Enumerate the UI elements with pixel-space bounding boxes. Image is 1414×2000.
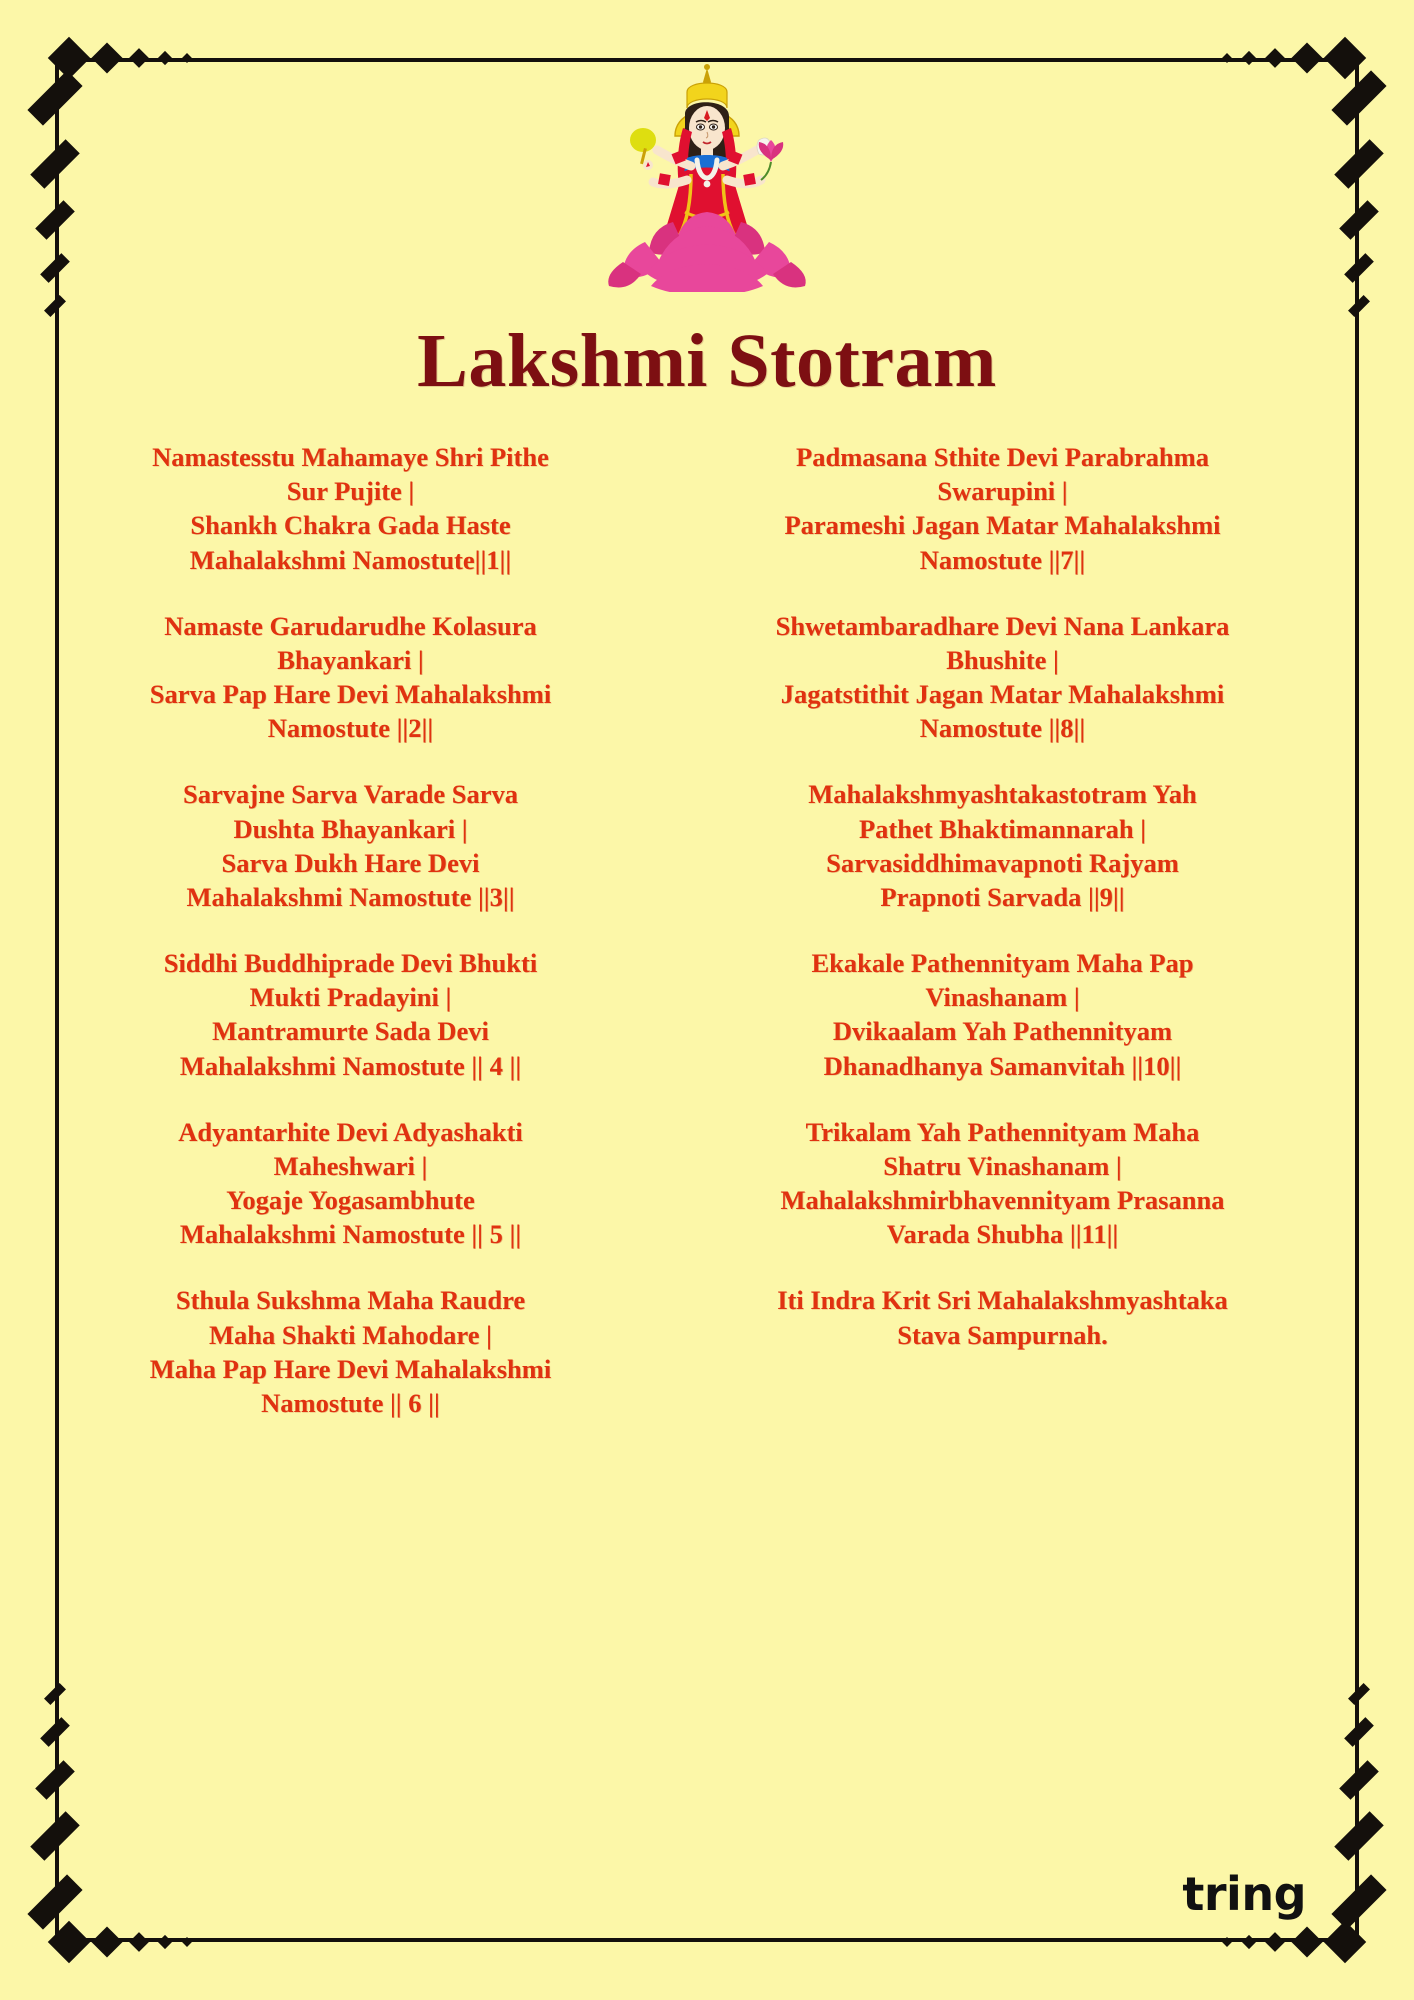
diamond-ornament	[1331, 1874, 1386, 1929]
diamond-ornament	[1344, 1717, 1374, 1747]
diamond-ornament	[27, 1874, 82, 1929]
verse-line: Namastesstu Mahamaye Shri Pithe	[152, 442, 549, 472]
diamond-ornament	[1242, 51, 1256, 65]
verse-block	[78, 1115, 623, 1252]
diamond-ornament	[1242, 1935, 1256, 1949]
verse-line: Adyantarhite Devi Adyashakti	[178, 1116, 523, 1147]
verse-block	[669, 440, 1336, 577]
diamond-ornament	[1291, 1926, 1322, 1957]
verse-line: Parameshi Jagan Matar Mahalakshmi	[784, 510, 1221, 541]
diamond-ornament	[1324, 37, 1366, 79]
verse-line: Sarvajne Sarva Varade Sarva	[183, 779, 518, 810]
verse-line: Ekakale Pathennityam Maha Pap	[811, 948, 1194, 979]
diamond-ornament	[27, 70, 82, 125]
verse-columns	[78, 440, 1336, 1420]
verse-line: Trikalam Yah Pathennityam Maha	[805, 1116, 1200, 1147]
border-line-bottom	[55, 1938, 1359, 1942]
tring-logo: tring	[1182, 1867, 1306, 1921]
verse-column-left	[78, 440, 623, 1420]
verse-line: Yogaje Yogasambhute	[226, 1185, 475, 1216]
diamond-ornament	[158, 51, 172, 65]
verse-block	[78, 777, 623, 914]
verse-line: Jagatstithit Jagan Matar Mahalakshmi	[780, 679, 1225, 710]
verse-line: Mukti Pradayini |	[249, 982, 452, 1013]
verse-block	[78, 1283, 623, 1420]
diamond-ornament	[1324, 1921, 1366, 1963]
goddess-lakshmi-illustration	[587, 62, 827, 292]
diamond-ornament	[48, 1921, 90, 1963]
diamond-ornament	[30, 1811, 79, 1860]
diamond-ornament	[91, 42, 122, 73]
verse-line: Mahalakshmyashtakastotram Yah	[808, 779, 1197, 810]
diamond-ornament	[40, 1717, 70, 1747]
verse-line: Shwetambaradhare Devi Nana Lankara	[775, 610, 1230, 641]
diamond-ornament	[1344, 253, 1374, 283]
diamond-ornament	[1339, 200, 1379, 240]
diamond-ornament	[1348, 1683, 1370, 1705]
verse-block	[669, 946, 1336, 1083]
verse-line: Maheshwari |	[273, 1150, 428, 1181]
verse-line: Maha Shakti Mahodare |	[209, 1319, 492, 1350]
verse-line: Namaste Garudarudhe Kolasura	[164, 610, 537, 641]
diamond-ornament	[129, 48, 149, 68]
verse-block	[669, 777, 1336, 914]
verse-line: Maha Pap Hare Devi Mahalakshmi	[149, 1353, 552, 1384]
diamond-ornament	[48, 37, 90, 79]
verse-line: Iti Indra Krit Sri Mahalakshmyashtaka	[777, 1285, 1228, 1316]
verse-line: Swarupini |	[937, 476, 1068, 507]
diamond-ornament	[1334, 139, 1383, 188]
verse-line: Siddhi Buddhiprade Devi Bhukti	[163, 948, 538, 979]
verse-line: Mahalakshmi Namostute||1||	[189, 544, 512, 575]
verse-line: Shankh Chakra Gada Haste	[190, 510, 511, 541]
diamond-ornament	[35, 200, 75, 240]
verse-line: Sarva Dukh Hare Devi	[221, 847, 480, 878]
verse-line: Mahalakshmi Namostute || 4 ||	[179, 1050, 522, 1081]
diamond-ornament	[1331, 70, 1386, 125]
verse-line: Namostute ||2||	[267, 713, 434, 744]
verse-line: Pathet Bhaktimannarah |	[858, 813, 1147, 844]
verse-block	[669, 609, 1336, 746]
diamond-ornament	[44, 1683, 66, 1705]
diamond-ornament	[44, 295, 66, 317]
diamond-ornament	[1265, 48, 1285, 68]
verse-line: Dvikaalam Yah Pathennityam	[832, 1016, 1173, 1047]
diamond-ornament	[182, 53, 192, 63]
verse-line: Mahalakshmi Namostute || 5 ||	[179, 1219, 522, 1250]
verse-line: Sarva Pap Hare Devi Mahalakshmi	[149, 679, 552, 710]
diamond-ornament	[30, 139, 79, 188]
verse-line: Namostute || 6 ||	[261, 1387, 440, 1418]
verse-line: Prapnoti Sarvada ||9||	[880, 881, 1125, 912]
diamond-ornament	[1291, 42, 1322, 73]
diamond-ornament	[1265, 1932, 1285, 1952]
diamond-ornament	[1339, 1760, 1379, 1800]
verse-block	[669, 1283, 1336, 1351]
diamond-ornament	[129, 1932, 149, 1952]
diamond-ornament	[1348, 295, 1370, 317]
verse-line: Stava Sampurnah.	[897, 1319, 1108, 1350]
verse-line: Dhanadhanya Samanvitah ||10||	[823, 1050, 1182, 1081]
verse-block	[78, 440, 623, 577]
verse-line: Namostute ||7||	[919, 544, 1086, 575]
diamond-ornament	[91, 1926, 122, 1957]
diamond-ornament	[40, 253, 70, 283]
diamond-ornament	[1334, 1811, 1383, 1860]
verse-line: Vinashanam |	[925, 982, 1080, 1013]
verse-line: Varada Shubha ||11||	[886, 1219, 1119, 1250]
verse-line: Bhayankari |	[277, 644, 424, 675]
verse-line: Namostute ||8||	[919, 713, 1086, 744]
diamond-ornament	[182, 1937, 192, 1947]
verse-line: Mahalakshmi Namostute ||3||	[186, 881, 515, 912]
verse-line: Sarvasiddhimavapnoti Rajyam	[826, 847, 1179, 878]
verse-line: Padmasana Sthite Devi Parabrahma	[796, 442, 1209, 472]
verse-line: Sthula Sukshma Maha Raudre	[175, 1285, 526, 1316]
verse-column-right	[669, 440, 1336, 1420]
verse-line: Shatru Vinashanam |	[883, 1150, 1122, 1181]
verse-block	[78, 609, 623, 746]
diamond-ornament	[35, 1760, 75, 1800]
diamond-ornament	[158, 1935, 172, 1949]
verse-line: Bhushite |	[946, 644, 1059, 675]
verse-block	[669, 1115, 1336, 1252]
verse-block	[78, 946, 623, 1083]
page-title: Lakshmi Stotram	[417, 319, 997, 403]
diamond-ornament	[1222, 1937, 1232, 1947]
verse-line: Mahalakshmirbhavennityam Prasanna	[780, 1185, 1225, 1216]
verse-line: Sur Pujite |	[286, 476, 415, 507]
diamond-ornament	[1222, 53, 1232, 63]
verse-line: Dushta Bhayankari |	[233, 813, 468, 844]
verse-line: Mantramurte Sada Devi	[212, 1016, 489, 1047]
